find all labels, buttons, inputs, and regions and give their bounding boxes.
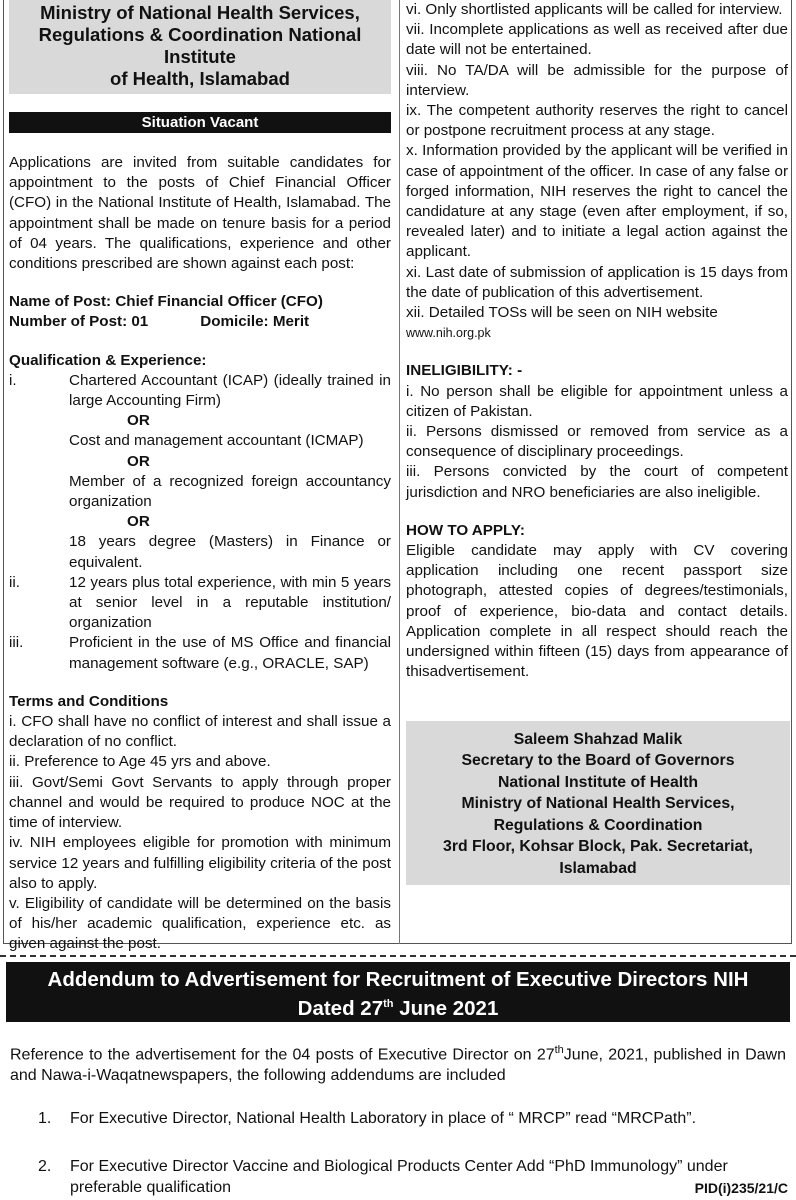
- domicile: Domicile: Merit: [200, 313, 310, 331]
- number-of-post: Number of Post: 01: [9, 313, 149, 331]
- ineligibility-heading: INELIGIBILITY: -: [406, 362, 523, 380]
- or-label: OR: [127, 513, 150, 531]
- intro-paragraph: Applications are invited from suitable candidates for appointment to the posts of Chief Financial Officer (CFO) in the National Institute of Health, Islamabad. The appointment shall be made on tenure basis for a period of 04 years. The qualifications, experience and other conditions prescribed are shown against each post:: [9, 154, 391, 273]
- ineligibility-item: ii. Persons dismissed or removed from service as a consequence of disciplinary proceedings.: [406, 423, 788, 461]
- qualification-item: [9, 472, 391, 512]
- qualification-item: [9, 431, 391, 451]
- signature-line: Secretary to the Board of Governors: [461, 752, 735, 769]
- term-item: xi. Last date of submission of application is 15 days from the date of publication of this advertisement.: [406, 263, 788, 301]
- name-of-post: Name of Post: Chief Financial Officer (CFO): [9, 293, 323, 311]
- qualification-item: [9, 633, 391, 673]
- qualification-text: Chartered Accountant (ICAP) (ideally trained in large Accounting Firm): [69, 371, 391, 410]
- header-line: Ministry of National Health Services,: [40, 2, 360, 23]
- term-item: iii. Govt/Semi Govt Servants to apply through proper channel and would be required to produce NOC at the time of interview.: [9, 773, 391, 832]
- qualification-number: [9, 472, 69, 512]
- term-item: ii. Preference to Age 45 yrs and above.: [9, 753, 271, 771]
- qualification-text: Member of a recognized foreign accountancy organization: [69, 472, 391, 511]
- left-column: [9, 0, 391, 955]
- addendum-date: Dated 27th June 2021: [297, 996, 499, 1020]
- qualification-number: [9, 532, 69, 572]
- signature-line: Islamabad: [559, 859, 637, 877]
- qualification-number: ii.: [9, 573, 20, 591]
- qualification-text: Proficient in the use of MS Office and financial management software (e.g., ORACLE, SAP): [69, 634, 391, 672]
- column-divider: [399, 0, 400, 944]
- pid-code: PID(i)235/21/C: [694, 1180, 788, 1196]
- signature-line: Ministry of National Health Services,: [461, 795, 735, 812]
- term-item: viii. No TA/DA will be admissible for the purpose of interview.: [406, 61, 788, 99]
- ineligibility-item: iii. Persons convicted by the court of competent jurisdiction and NRO beneficiaries are also ineligible.: [406, 463, 788, 501]
- term-item: iv. NIH employees eligible for promotion with minimum service 12 years and fulfilling eligibility criteria of the post also to apply.: [9, 834, 391, 892]
- qualification-text: Cost and management accountant (ICMAP): [69, 432, 364, 450]
- right-column: [406, 0, 788, 885]
- signature-line: 3rd Floor, Kohsar Block, Pak. Secretariat,: [443, 838, 753, 855]
- addendum-item: [38, 1156, 790, 1198]
- signature-block: [406, 721, 790, 886]
- signature-line: Saleem Shahzad Malik: [513, 730, 683, 748]
- addendum-banner: [6, 962, 790, 1022]
- terms-heading: Terms and Conditions: [9, 692, 169, 710]
- term-item: ix. The competent authority reserves the right to cancel or postpone recruitment process at any stage.: [406, 102, 788, 140]
- post-details: [9, 292, 391, 332]
- qualification-number: i.: [9, 371, 17, 389]
- nih-website-link[interactable]: www.nih.org.pk: [406, 326, 491, 341]
- situation-vacant-banner: Situation Vacant: [9, 112, 391, 133]
- term-item: vi. Only shortlisted applicants will be called for interview.: [406, 1, 783, 18]
- section-separator: [0, 955, 796, 957]
- qualification-item: [9, 371, 391, 411]
- addendum-title: Addendum to Advertisement for Recruitment of Executive Directors NIH: [47, 968, 749, 991]
- ineligibility-item: i. No person shall be eligible for appointment unless a citizen of Pakistan.: [406, 382, 788, 420]
- signature-line: National Institute of Health: [497, 773, 699, 791]
- header-line: Regulations & Coordination National Institute: [38, 24, 362, 67]
- qualification-number: [9, 431, 69, 451]
- term-item: xii. Detailed TOSs will be seen on NIH website: [406, 304, 718, 322]
- qualification-text: 18 years degree (Masters) in Finance or equivalent.: [69, 533, 391, 571]
- addendum-item-text: For Executive Director, National Health Laboratory in place of “ MRCP” read “MRCPath”.: [70, 1110, 697, 1127]
- or-label: OR: [127, 452, 150, 470]
- addendum-item-number: 1.: [38, 1110, 52, 1127]
- addendum-reference: Reference to the advertisement for the 04 posts of Executive Director on 27thJune, 2021, published in Dawn and Nawa-i-Waqatnewspapers, the following addendums are included: [10, 1044, 786, 1085]
- addendum-item-text: For Executive Director Vaccine and Biological Products Center Add “PhD Immunology” under preferable qualification: [70, 1158, 728, 1196]
- qualification-number: iii.: [9, 634, 24, 652]
- addendum-item-number: 2.: [38, 1158, 52, 1175]
- header-line: of Health, Islamabad: [110, 68, 290, 89]
- qualification-item: [9, 573, 391, 634]
- qualification-heading: Qualification & Experience:: [9, 351, 207, 369]
- addendum-item: [38, 1108, 790, 1129]
- how-to-apply-heading: HOW TO APPLY:: [406, 521, 525, 539]
- term-item: x. Information provided by the applicant will be verified in case of appointment of the officer. In case of any false or forged information, NIH reserves the right to cancel the candidature at any stage (even after employment, if so, revealed later) and to initiate a legal action against the applicant.: [406, 142, 788, 261]
- how-to-apply-text: Eligible candidate may apply with CV covering application including one recent passport size photograph, attested copies of degrees/testimonials, proof of experience, bio-data and contact details. Application complete in all respect should reach the undersigned within fifteen (15) days from appearance of thisadvertisement.: [406, 542, 788, 681]
- term-item: i. CFO shall have no conflict of interest and shall issue a declaration of no conflict.: [9, 713, 391, 751]
- signature-line: Regulations & Coordination: [493, 816, 703, 834]
- ministry-header: [9, 0, 391, 94]
- term-item: vii. Incomplete applications as well as received after due date will not be entertained.: [406, 21, 788, 59]
- term-item: v. Eligibility of candidate will be determined on the basis of his/her academic qualification, experience etc. as given against the post.: [9, 894, 391, 953]
- or-label: OR: [127, 412, 150, 430]
- qualification-text: 12 years plus total experience, with min 5 years at senior level in a reputable institution/ organization: [69, 573, 391, 632]
- qualification-item: [9, 532, 391, 572]
